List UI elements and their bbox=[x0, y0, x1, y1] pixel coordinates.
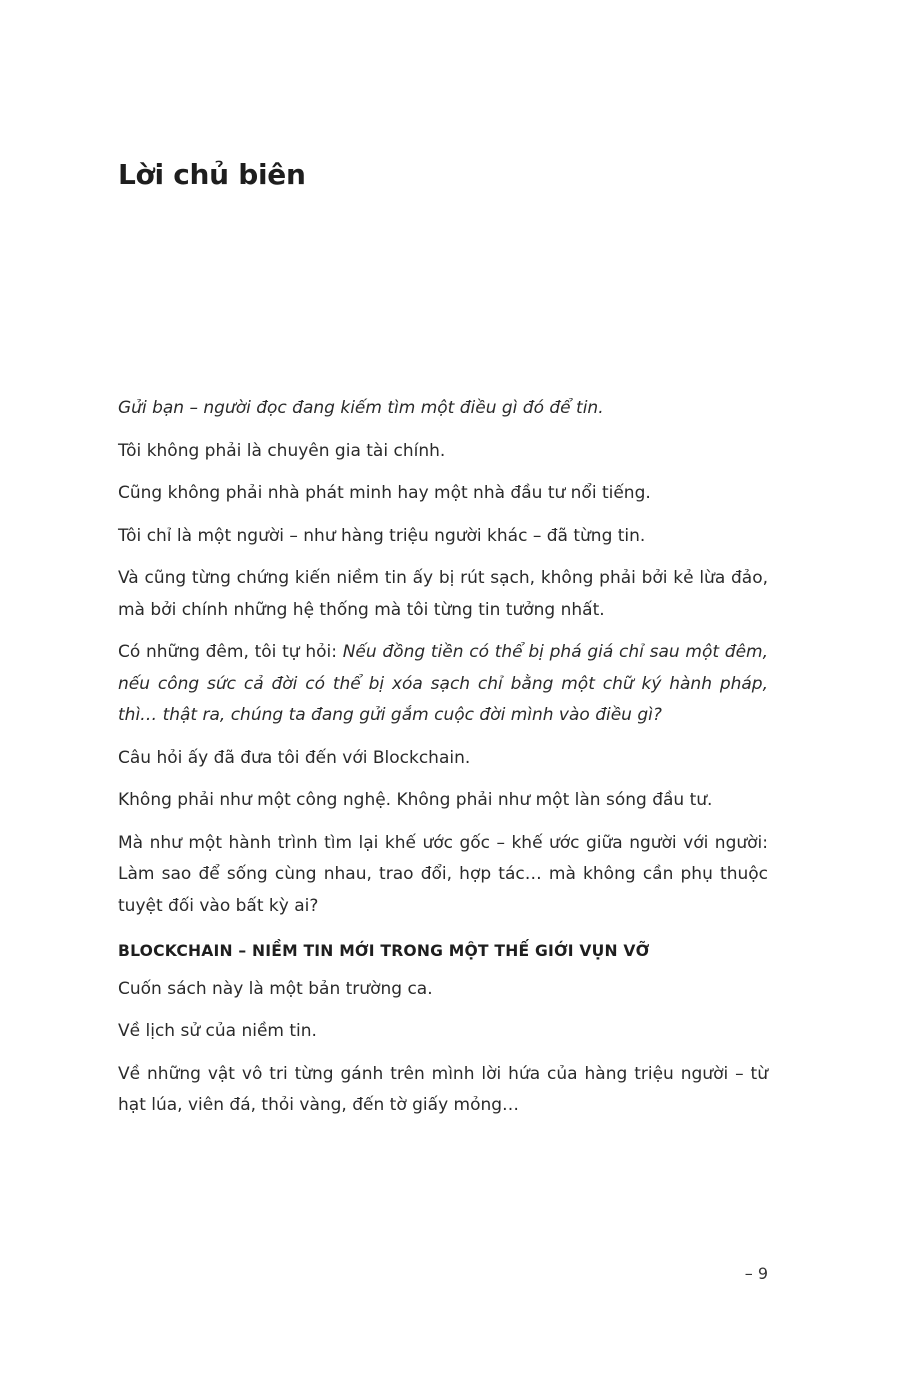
paragraph: Về lịch sử của niềm tin. bbox=[118, 1021, 317, 1041]
paragraph: Cuốn sách này là một bản trường ca. bbox=[118, 978, 433, 999]
paragraph: Tôi không phải là chuyên gia tài chính. bbox=[118, 440, 446, 461]
chapter-title: Lời chủ biên bbox=[118, 158, 306, 191]
paragraph: Về những vật vô tri từng gánh trên mình lời hứa của hàng triệu người – từ hạt lúa, viên đá, thỏi vàng, đến tờ giấy mỏng… bbox=[118, 1063, 768, 1115]
paragraph: Tôi chỉ là một người – như hàng triệu người khác – đã từng tin. bbox=[118, 525, 646, 546]
paragraph: Và cũng từng chứng kiến niềm tin ấy bị rút sạch, không phải bởi kẻ lừa đảo, mà bởi chính những hệ thống mà tôi từng tin tưởng nhất. bbox=[118, 568, 768, 620]
paragraph: Cũng không phải nhà phát minh hay một nhà đầu tư nổi tiếng. bbox=[118, 483, 651, 503]
paragraph-lead-text: Có những đêm, tôi tự hỏi: bbox=[118, 642, 343, 662]
paragraph: Câu hỏi ấy đã đưa tôi đến với Blockchain. bbox=[118, 747, 471, 768]
paragraph-question bbox=[118, 637, 768, 732]
section-heading: BLOCKCHAIN – NIỀM TIN MỚI TRONG MỘT THẾ GIỚI VỤN VỠ bbox=[118, 942, 650, 960]
paragraph: Không phải như một công nghệ. Không phải như một làn sóng đầu tư. bbox=[118, 790, 713, 810]
page-number: – 9 bbox=[744, 1264, 768, 1283]
opening-paragraph: Gửi bạn – người đọc đang kiếm tìm một điều gì đó để tin. bbox=[118, 398, 604, 418]
paragraph-italic-quote: Nếu đồng tiền có thể bị phá giá chỉ sau một đêm, nếu công sức cả đời có thể bị xóa sạch chỉ bằng một chữ ký hành pháp, thì… thật ra, chúng ta đang gửi gắm cuộc đời mình vào điều gì? bbox=[118, 642, 768, 725]
paragraph: Mà như một hành trình tìm lại khế ước gốc – khế ước giữa người với người: Làm sao để sống cùng nhau, trao đổi, hợp tác… mà không cần phụ thuộc tuyệt đối vào bất kỳ ai? bbox=[118, 832, 768, 916]
body-text bbox=[118, 393, 768, 1133]
